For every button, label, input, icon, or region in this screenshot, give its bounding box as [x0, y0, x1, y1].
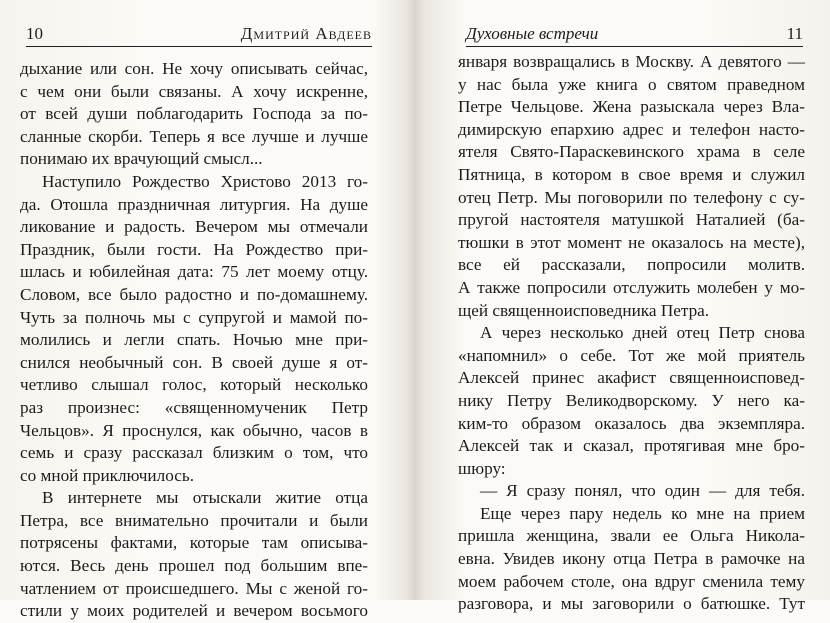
text-line: шлась и юбилейная дата: 75 лет моему отцу.: [20, 262, 368, 282]
text-line: семь и сразу рассказал близким о том, что: [20, 443, 368, 463]
text-line: В интернете мы отыскали житие отца: [42, 488, 368, 508]
text-line: с чем они были связаны. А хочу искренне,: [20, 81, 368, 101]
text-line: дыхание или сон. Не хочу описывать сейчас,: [20, 59, 368, 78]
left-running-title: Дмитрий Авдеев: [240, 24, 372, 43]
text-line: щей священноисповедника Петра.: [458, 300, 710, 320]
text-line: снился необычный сон. В своей душе я от-: [20, 352, 368, 372]
text-line: «напомнил» о себе. Тот же мой приятель: [458, 345, 805, 365]
right-page: [414, 0, 830, 614]
text-line: потрясены фактами, которые там описыва-: [20, 533, 368, 553]
text-line: четливо слышал голос, который несколько: [20, 375, 368, 395]
text-line: нику Петру Великодворскому. У него ка-: [458, 390, 805, 410]
text-line: Чельцов». Я проснулся, как обычно, часов в: [20, 420, 368, 440]
text-line: Алексей так и сказал, протягивая мне бро-: [458, 436, 805, 456]
text-line: Словом, все было радостно и по-домашнему.: [20, 284, 368, 304]
text-line: ликование и радость. Вечером мы отмечали: [20, 217, 368, 237]
text-line: Петра, все внимательно прочитали и были: [20, 510, 368, 530]
text-line: разговора, и мы заговорили о батюшке. Тут: [458, 594, 805, 614]
text-line: у нас была уже книга о святом праведном: [458, 74, 805, 94]
left-page: [0, 0, 410, 621]
text-line: ются. Весь день прошел под большим впе-: [20, 556, 368, 576]
left-running-head: [26, 20, 372, 47]
text-line: молились и легли спать. Ночью мне при-: [20, 330, 368, 350]
text-line: да. Отошла праздничная литургия. На душе: [20, 194, 368, 214]
text-line: пришла женщина, звали ее Ольга Никола-: [458, 526, 805, 546]
text-line: раз произнес: «священномученик Петр: [20, 397, 368, 417]
left-page-number: 10: [26, 24, 43, 43]
text-line: сланные скорби. Теперь я все лучше и лучше: [20, 126, 368, 146]
text-line: Еще через пару недель ко мне на прием: [480, 503, 805, 523]
right-running-head: [466, 20, 803, 47]
text-line: Петре Чельцове. Жена разыскала через Вла-: [458, 97, 805, 117]
text-line: ятеля Свято-Параскевинского храма в селе: [458, 142, 805, 162]
text-line: Пятница, в котором в свое время и служил: [458, 164, 805, 184]
text-line: Наступило Рождество Христово 2013 го-: [42, 171, 368, 191]
text-line: все ей рассказали, попросили молитв.: [458, 255, 805, 275]
text-line: А также попросили отслужить молебен у мо-: [458, 277, 805, 297]
text-line: чатлением от происшедшего. Мы с женой го-: [20, 578, 368, 598]
text-line: димирскую епархию адрес и телефон насто-: [458, 119, 805, 139]
text-line: Праздник, были гости. На Рождество при-: [20, 239, 368, 259]
left-body-text: [20, 58, 368, 623]
text-line: евна. Увидев икону отца Петра в рамочке на: [458, 549, 805, 569]
text-line: января возвращались в Москву. А девятого —: [458, 52, 805, 71]
right-body-text: [458, 51, 805, 616]
text-line: Чуть за полночь мы с супругой и мамой по-: [20, 307, 368, 327]
text-line: тюшки в этот момент не оказалось на месте),: [458, 232, 805, 252]
text-line: от всей души поблагодарить Господа за по-: [20, 104, 368, 124]
text-line: со мной приключилось.: [20, 465, 194, 485]
text-line: понимаю их врачующий смысл...: [20, 149, 263, 169]
text-line: ким-то образом оказалось два экземпляра.: [458, 413, 805, 433]
right-page-number: 11: [786, 24, 803, 43]
text-line: А через несколько дней отец Петр снова: [480, 323, 805, 343]
text-line: отец Петр. Мы поговорили по телефону с су-: [458, 187, 805, 207]
text-line: пругой настоятеля матушкой Наталией (ба-: [458, 210, 805, 230]
text-line: — Я сразу понял, что один — для тебя.: [480, 481, 805, 501]
text-line: стили у моих родителей и вечером восьмого: [20, 601, 368, 621]
text-line: моем рабочем столе, она вдруг сменила тему: [458, 571, 805, 591]
text-line: шюру:: [458, 458, 506, 478]
right-running-title: Духовные встречи: [466, 24, 599, 43]
text-line: Алексей принес акафист священноисповед-: [458, 368, 805, 388]
